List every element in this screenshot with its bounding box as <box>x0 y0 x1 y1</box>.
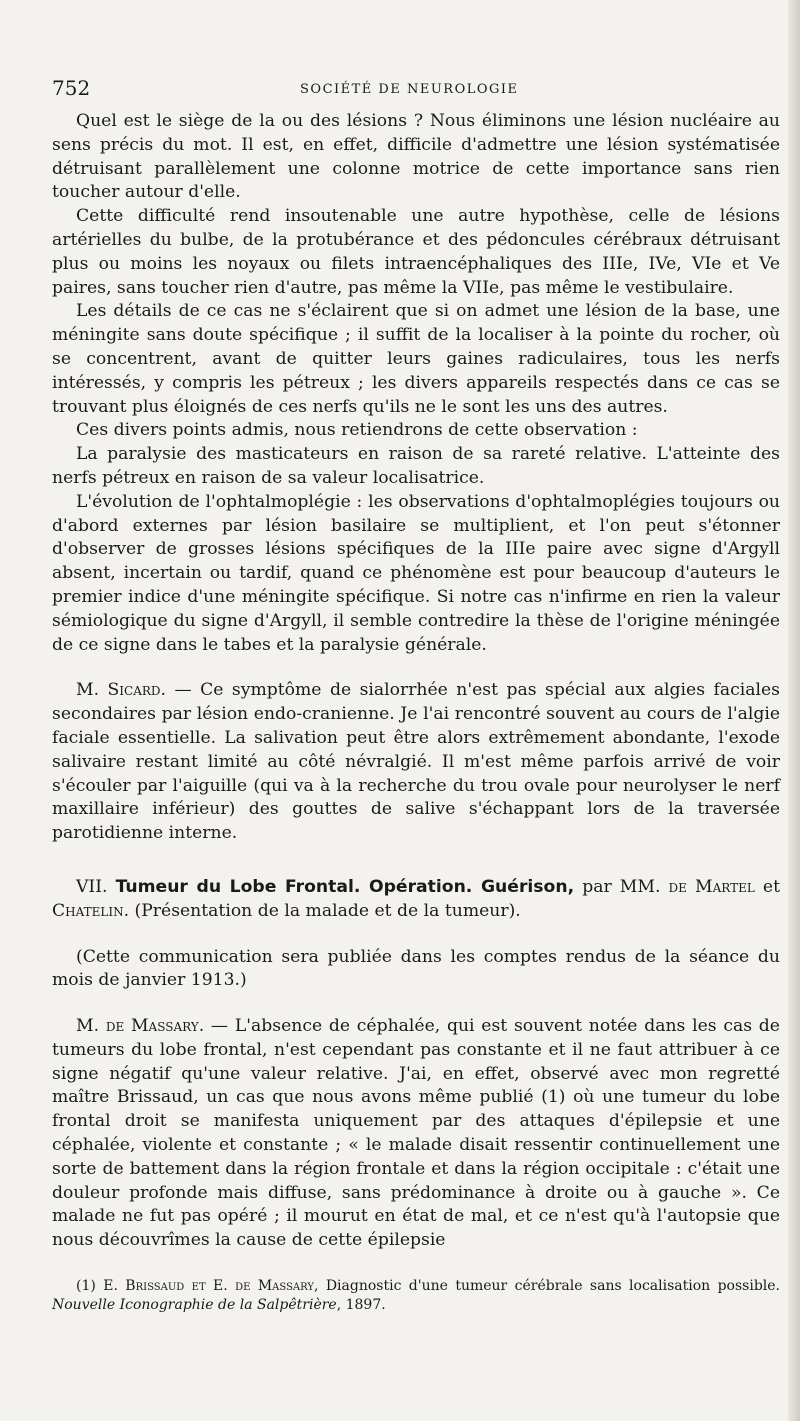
footnote <box>52 1277 780 1315</box>
paragraph-lesion-site: Quel est le siège de la ou des lésions ? Nous éliminons une lésion nucléaire au sens précis du mot. Il est, en effet, difficile d'admettre une lésion systématisée détruisant parallèlement une colonne motrice de cette importance sans rien toucher autour d'elle. <box>52 111 780 203</box>
section-heading <box>52 876 780 924</box>
document-page <box>52 70 780 1315</box>
paragraph-ophthalmoplegia: L'évolution de l'ophtalmoplégie : les observations d'ophtalmoplégies toujours ou d'abord externes par lésion basilaire se multiplient, et l'on peut s'étonner d'observer de grosses lésions spécifiques de la IIIe paire avec signe d'Argyll absent, incertain ou tardif, quand ce phénomène est pour beaucoup d'auteurs le premier indice d'une méningite spécifique. Si notre cas n'infirme en rien la valeur sémiologique du signe d'Argyll, il semble contredire la thèse de l'origine méningée de ce signe dans le tabes et la paralysie générale. <box>52 491 780 655</box>
paragraph-massary <box>52 1015 780 1253</box>
footnote-marker: (1) <box>76 1278 104 1295</box>
page-number: 752 <box>52 76 91 100</box>
speaker-sicard: M. Sicard. <box>76 680 167 701</box>
section-and: et <box>754 876 780 897</box>
section-title: Tumeur du Lobe Frontal. Opération. Guérison, <box>115 876 575 897</box>
footnote-authors: E. Brissaud et E. de Massary, <box>103 1278 319 1295</box>
paragraph-sicard <box>52 679 780 846</box>
page-header <box>52 70 780 110</box>
paragraph-meningitis: Les détails de ce cas ne s'éclairent que si on admet une lésion de la base, une méningite sans doute spécifique ; il suffit de la localiser à la pointe du rocher, où se concentrent, avant de quitter leurs gaines radiculaires, tous les nerfs intéressés, y compris les pétreux ; les divers appareils respectés dans ce cas se trouvant plus éloignés de ces nerfs qu'ils ne le sont les uns des autres. <box>52 301 780 417</box>
section-rest: . (Présentation de la malade et de la tumeur). <box>123 900 521 921</box>
author-chatelin: Chatelin <box>52 900 124 921</box>
footnote-year: , 1897. <box>336 1297 386 1314</box>
page-edge-shadow <box>788 0 800 1421</box>
paragraph-masticators: La paralysie des masticateurs en raison de sa rareté relative. L'atteinte des nerfs pétreux en raison de sa valeur localisatrice. <box>52 444 780 488</box>
section-number: VII. <box>76 876 108 897</box>
speaker-massary: M. de Massary. <box>76 1016 205 1037</box>
footnote-journal: Nouvelle Iconographie de la Salpêtrière <box>52 1297 337 1314</box>
paragraph-arterial-hypothesis: Cette difficulté rend insoutenable une autre hypothèse, celle de lésions artérielles du bulbe, de la protubérance et des pédoncules cérébraux détruisant plus ou moins les noyaux ou filets intraencéphaliques des IIIe, IVe, VIe et Ve paires, sans toucher rien d'autre, pas même la VIIe, pas même le vestibulaire. <box>52 206 780 298</box>
paragraph-points-admitted: Ces divers points admis, nous retiendrons de cette observation : <box>76 420 638 441</box>
footnote-title: Diagnostic d'une tumeur cérébrale sans localisation possible. <box>318 1278 781 1295</box>
sicard-remarks: — Ce symptôme de sialorrhée n'est pas spécial aux algies faciales secondaires par lésion endo-cranienne. Je l'ai rencontré souvent au cours de l'algie faciale essentielle. La salivation peut être alors extrêmement abondante, l'exode salivaire restant limité au côté névralgié. Il m'est même parfois arrivé de voir s'écouler par l'aiguille (qui va à la recherche du trou ovale pour neurolyser le nerf maxillaire inférieur) des gouttes de salive s'échappant lors de la traversée parotidienne interne. <box>52 680 780 844</box>
running-title: SOCIÉTÉ DE NEUROLOGIE <box>300 82 519 97</box>
paragraph-communication: (Cette communication sera publiée dans les comptes rendus de la séance du mois de janvier 1913.) <box>52 946 780 991</box>
section-by: par MM. <box>574 876 669 897</box>
author-de-martel: de Martel <box>668 876 755 897</box>
massary-remarks: — L'absence de céphalée, qui est souvent notée dans les cas de tumeurs du lobe frontal, n'est cependant pas constante et il ne faut attribuer à ce signe négatif qu'une valeur relative. J'ai, en effet, observé avec mon regretté maître Brissaud, un cas que nous avons même publié (1) où une tumeur du lobe frontal droit se manifesta uniquement par des attaques d'épilepsie et une céphalée, violente et constante ; « le malade disait ressentir continuellement une sorte de battement dans la région frontale et dans la région occipitale : c'était une douleur profonde mais diffuse, sans prédominance à droite ou à gauche ». Ce malade ne fut pas opéré ; il mourut en état de mal, et ce n'est qu'à l'autopsie que nous découvrîmes la cause de cette épilepsie <box>52 1016 780 1251</box>
